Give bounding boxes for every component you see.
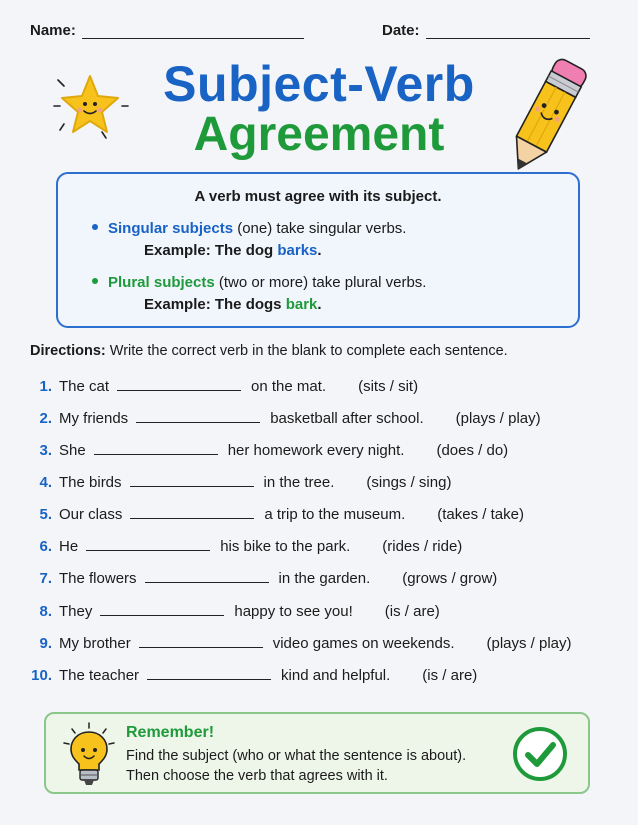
- answer-blank[interactable]: [100, 603, 224, 616]
- plural-rest: (two or more) take plural verbs.: [214, 274, 427, 291]
- question-after: a trip to the museum.: [264, 506, 406, 523]
- question-after: in the garden.: [278, 570, 371, 587]
- name-field[interactable]: [30, 22, 304, 39]
- question-after: kind and helpful.: [281, 667, 391, 684]
- singular-term: Singular subjects: [108, 220, 234, 237]
- answer-blank[interactable]: [145, 570, 269, 583]
- answer-blank[interactable]: [136, 410, 260, 423]
- question-after: happy to see you!: [234, 603, 353, 620]
- remember-box: [44, 712, 590, 794]
- singular-example: [144, 242, 322, 259]
- question-number: 1.: [39, 378, 52, 395]
- question-before: Our class: [59, 506, 123, 523]
- date-field[interactable]: [382, 22, 590, 39]
- bullet-dot: [92, 278, 98, 284]
- name-label: Name:: [30, 22, 76, 39]
- question-number: 7.: [39, 570, 52, 587]
- question-number: 3.: [39, 442, 52, 459]
- rule-singular: [92, 220, 406, 237]
- question-choices: (does / do): [436, 442, 509, 459]
- plural-example: [144, 296, 322, 313]
- question-choices: (sits / sit): [358, 378, 419, 395]
- question-after: her homework every night.: [227, 442, 405, 459]
- question-before: The teacher: [59, 667, 140, 684]
- plural-term: Plural subjects: [108, 274, 215, 291]
- answer-blank[interactable]: [147, 667, 271, 680]
- directions-text: Write the correct verb in the blank to complete each sentence.: [105, 343, 508, 359]
- question-choices: (is / are): [422, 667, 478, 684]
- question-number: 6.: [39, 538, 52, 555]
- plural-example-verb: bark: [285, 296, 318, 313]
- question-before: He: [59, 538, 79, 555]
- plural-example-prefix: Example: The dogs: [144, 296, 286, 313]
- question-choices: (grows / grow): [402, 570, 498, 587]
- rule-box: [56, 172, 580, 328]
- question-before: My brother: [59, 635, 131, 652]
- directions: [30, 343, 508, 359]
- question-after: his bike to the park.: [220, 538, 351, 555]
- singular-example-suffix: .: [317, 242, 322, 259]
- name-line[interactable]: [82, 25, 304, 39]
- question-choices: (sings / sing): [366, 474, 452, 491]
- question-after: video games on weekends.: [272, 635, 455, 652]
- answer-blank[interactable]: [117, 378, 241, 391]
- question-choices: (plays / play): [486, 635, 572, 652]
- answer-blank[interactable]: [139, 635, 263, 648]
- singular-rest: (one) take singular verbs.: [233, 220, 407, 237]
- question-number: 8.: [39, 603, 52, 620]
- question-number: 10.: [31, 667, 52, 684]
- question-before: My friends: [59, 410, 129, 427]
- rule-plural: [92, 274, 426, 291]
- question-choices: (plays / play): [455, 410, 541, 427]
- title-line-2: Agreement: [193, 108, 445, 161]
- singular-example-prefix: Example: The dog: [144, 242, 278, 259]
- pencil-icon: [500, 56, 592, 182]
- remember-line-2: Then choose the verb that agrees with it.: [126, 768, 388, 784]
- question-before: The cat: [59, 378, 110, 395]
- answer-blank[interactable]: [94, 442, 218, 455]
- question-number: 9.: [39, 635, 52, 652]
- question-before: The birds: [59, 474, 122, 491]
- remember-line-1: Find the subject (who or what the sentence is about).: [126, 748, 467, 764]
- rule-heading: A verb must agree with its subject.: [194, 188, 442, 205]
- question-number: 4.: [39, 474, 52, 491]
- directions-label: Directions:: [30, 343, 106, 359]
- lightbulb-icon: [60, 722, 118, 788]
- remember-title: Remember!: [126, 724, 215, 741]
- title-line-1: Subject-Verb: [163, 56, 475, 112]
- question-choices: (is / are): [384, 603, 440, 620]
- question-before: They: [59, 603, 93, 620]
- bullet-dot: [92, 224, 98, 230]
- question-choices: (rides / ride): [382, 538, 463, 555]
- question-number: 5.: [39, 506, 52, 523]
- question-after: in the tree.: [263, 474, 335, 491]
- question-choices: (takes / take): [437, 506, 524, 523]
- answer-blank[interactable]: [130, 474, 254, 487]
- answer-blank[interactable]: [130, 506, 254, 519]
- checkmark-icon: [512, 726, 568, 782]
- date-label: Date:: [382, 22, 420, 39]
- question-after: on the mat.: [251, 378, 327, 395]
- plural-example-suffix: .: [317, 296, 322, 313]
- singular-example-verb: barks: [277, 242, 318, 259]
- date-line[interactable]: [426, 25, 590, 39]
- question-number: 2.: [39, 410, 52, 427]
- question-before: The flowers: [59, 570, 137, 587]
- question-before: She: [59, 442, 86, 459]
- question-after: basketball after school.: [270, 410, 424, 427]
- answer-blank[interactable]: [86, 538, 210, 551]
